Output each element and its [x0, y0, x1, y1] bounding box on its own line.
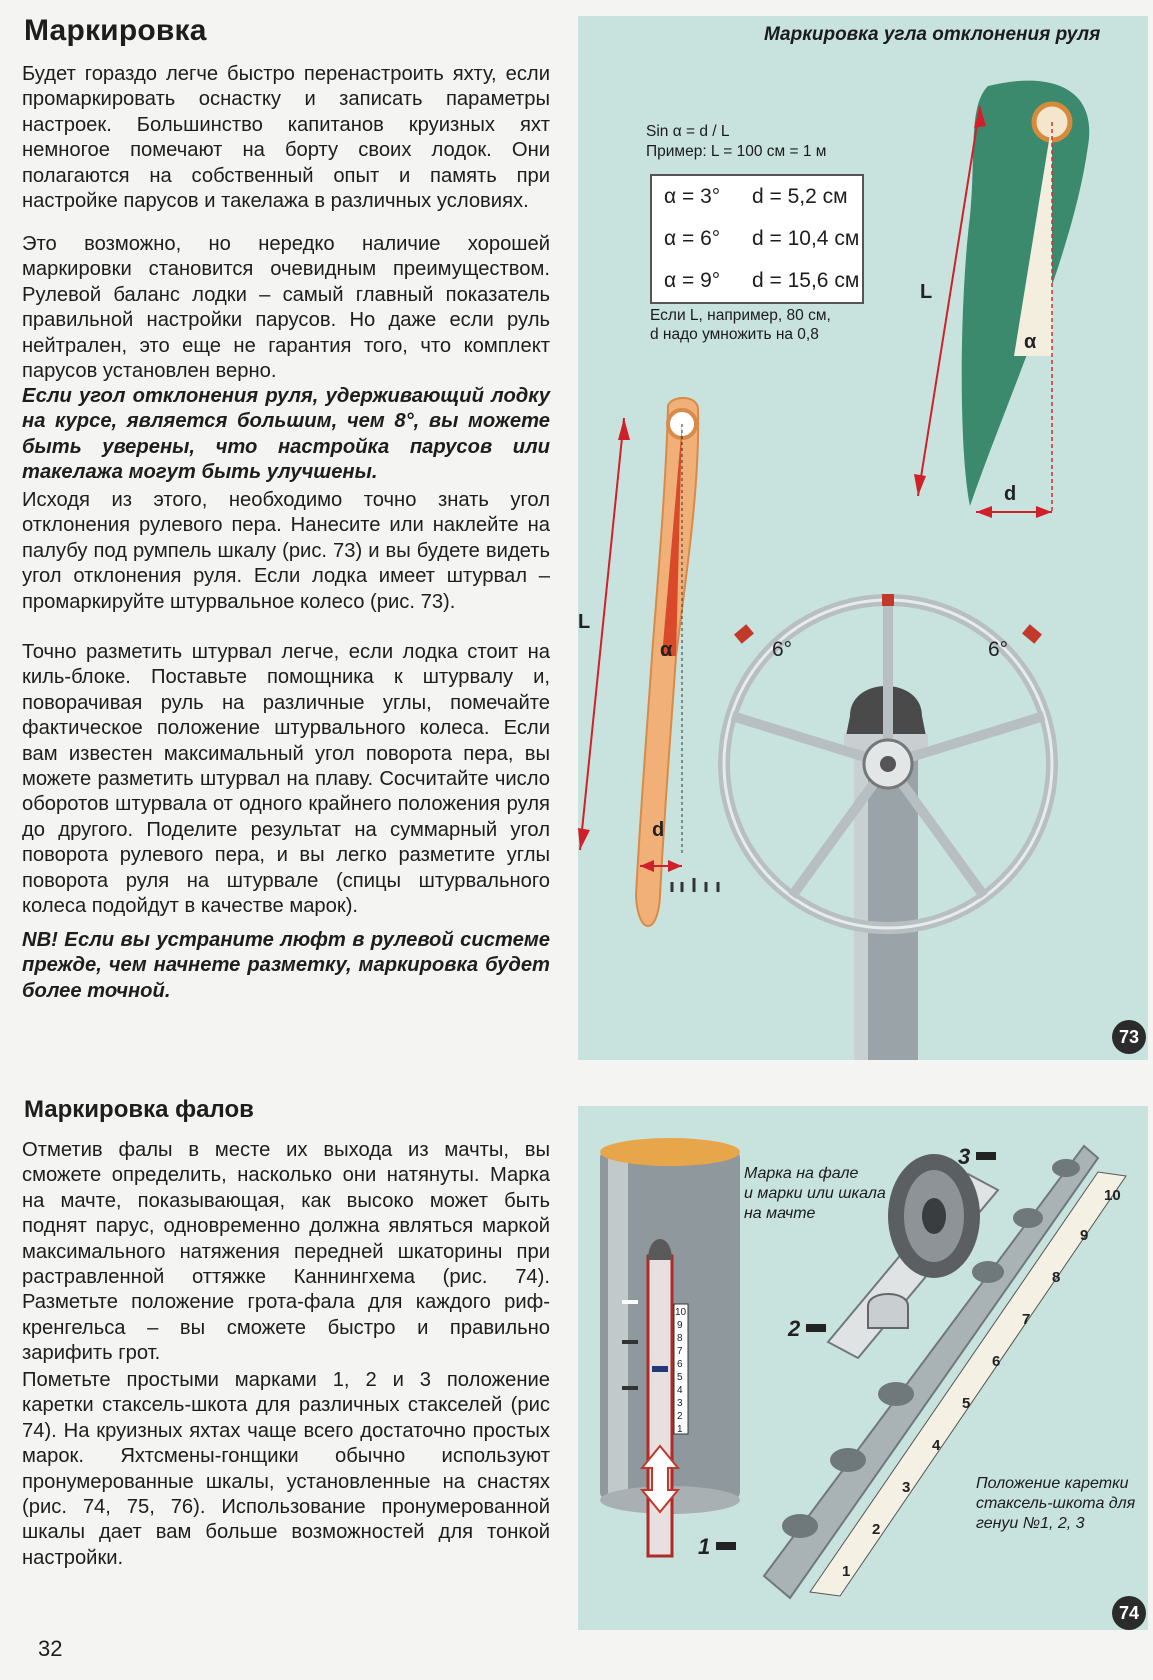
figure-73-drawing [578, 16, 1148, 1060]
track-number-3: 3 [902, 1479, 911, 1496]
angle-left-label: 6° [772, 638, 793, 661]
paragraph-3: Исходя из этого, необходимо точно знать угол отклонения рулевого пера. Нанесите или наклейте на палубу под румпель шкалу (рис. 73) и вы будете видеть угол отклонения руля. Если лодка имеет штурвал – промаркируйте штурвальное колесо (рис. 73). [22, 489, 550, 613]
position-mark-3: 3 [958, 1144, 971, 1169]
wheel-mark-top [882, 594, 894, 606]
wheel-mark-right [1022, 624, 1042, 643]
mast-scale-4: 4 [677, 1385, 683, 1396]
figure-74-badge: 74 [1112, 1596, 1146, 1630]
paragraph-nb: NB! Если вы устраните люфт в рулевой системе прежде, чем начнете разметку, маркировка будет более точной. [22, 929, 550, 1002]
track-caption-3: генуи №1, 2, 3 [976, 1515, 1085, 1532]
mast-scale-10: 10 [675, 1307, 687, 1318]
figure-73-badge: 73 [1112, 1020, 1146, 1054]
track-number-7: 7 [1022, 1311, 1031, 1328]
formula: Sin α = d / L [646, 123, 730, 140]
mast-scale-8: 8 [677, 1333, 683, 1344]
angle-right-label: 6° [988, 638, 1009, 661]
mast-caption-2: и марки или шкала [744, 1185, 886, 1202]
figure-74-drawing [578, 1106, 1148, 1630]
track-number-10: 10 [1104, 1187, 1121, 1204]
mast-scale-9: 9 [677, 1320, 683, 1331]
track-number-8: 8 [1052, 1269, 1061, 1286]
section-title: Маркировка фалов [24, 1096, 254, 1123]
offset-value: d = 15,6 см [752, 269, 860, 292]
offset-value: d = 5,2 см [752, 185, 848, 208]
track-number-5: 5 [962, 1395, 971, 1412]
figure-73-title: Маркировка угла отклонения руля [764, 24, 1101, 45]
tiller [636, 398, 698, 926]
track-number-6: 6 [992, 1353, 1001, 1370]
mast-scale-3: 3 [677, 1398, 683, 1409]
position-mark-2: 2 [788, 1316, 801, 1341]
label-L-tiller: L [578, 611, 591, 633]
formula-example: Пример: L = 100 см = 1 м [646, 143, 827, 160]
track-number-2: 2 [872, 1521, 881, 1538]
mast-caption-3: на мачте [744, 1205, 816, 1222]
plunger-knob [868, 1294, 908, 1328]
mast-scale-6: 6 [677, 1359, 683, 1370]
track-number-1: 1 [842, 1563, 851, 1580]
mast-scale-1: 1 [677, 1424, 683, 1435]
paragraph-1: Будет гораздо легче быстро перенастроить яхту, если промаркировать оснастку и записать параметры настроек. Большинство капитанов круизных яхт немногое помечают на борту своих лодок. Они полагаются на собственный опыт и память при настройке парусов и такелажа в различных условиях. [22, 63, 550, 213]
paragraph-4: Точно разметить штурвал легче, если лодка стоит на киль-блоке. Поставьте помощника к штурвалу и, поворачивая руль на различные углы, помечайте фактическое положение штурвального колеса. Если вам известен максимальный угол поворота пера, вы можете разметить штурвал на плаву. Сосчитайте число оборотов штурвала от одного крайнего положения руля до другого. Поделите результат на суммарный угол поворота рулевого пера, и вы легко разметите углы поворота руля на штурвале (спицы штурвального колеса подойдут в качестве марок). [22, 641, 550, 918]
label-d-rudder: d [1004, 483, 1017, 505]
label-d-tiller: d [652, 819, 665, 841]
angle-value: α = 3° [664, 185, 721, 208]
paragraph-6: Пометьте простыми марками 1, 2 и 3 положение каретки стаксель-шкота для различных стакселей (рис 74). На круизных яхтах чаще всего достаточно простых марок. Яхтсмены-гонщики обычно используют пронумерованные шкалы, установленные на снастях (рис. 74, 75, 76). Использование пронумерованной шкалы дает вам больше возможностей для тонкой настройки. [22, 1369, 550, 1569]
track-caption-2: стаксель-шкота для [976, 1495, 1136, 1512]
page-number: 32 [38, 1636, 63, 1661]
table-note: Если L, например, 80 см, [650, 307, 831, 324]
label-L-rudder: L [920, 281, 933, 303]
track-number-4: 4 [932, 1437, 941, 1454]
track-caption-1: Положение каретки [976, 1475, 1129, 1492]
position-mark-1: 1 [698, 1534, 711, 1559]
label-alpha-rudder: α [1024, 331, 1037, 353]
paragraph-2: Это возможно, но нередко наличие хорошей маркировки становится очевидным преимуществом. Рулевой баланс лодки – самый главный показатель правильной настройки парусов. Но даже если руль нейтрален, это еще не гарантия того, что комплект парусов установлен верно. [22, 233, 550, 383]
paragraph-5: Отметив фалы в месте их выхода из мачты, вы сможете определить, насколько они натянуты. Марка на мачте, показывающая, как высоко может быть поднят парус, одновременно должна являться маркой максимального натяжения передней шкаторины при растравленной оттяжке Каннингхема (рис. 74). Разметьте положение грота-фала для каждого риф-кренгельса – вы сможете быстро и правильно зарифить грот. [22, 1139, 550, 1365]
mast-scale [674, 1304, 688, 1435]
paragraph-emphasis: Если угол отклонения руля, удерживающий лодку на курсе, является большим, чем 8°, вы можете быть уверены, что настройка парусов или такелажа могут быть улучшены. [22, 385, 550, 484]
mast-scale-5: 5 [677, 1372, 683, 1383]
page-title: Маркировка [24, 14, 207, 47]
label-alpha-tiller: α [660, 639, 673, 661]
table-note-2: d надо умножить на 0,8 [650, 326, 819, 343]
wheel-mark-left [734, 624, 754, 643]
deck-scale [672, 878, 718, 892]
angle-value: α = 6° [664, 227, 721, 250]
track-number-9: 9 [1080, 1227, 1089, 1244]
mast-caption-1: Марка на фале [744, 1165, 859, 1182]
mast-scale-7: 7 [677, 1346, 683, 1357]
mast-scale-2: 2 [677, 1411, 683, 1422]
offset-value: d = 10,4 см [752, 227, 860, 250]
angle-value: α = 9° [664, 269, 721, 292]
